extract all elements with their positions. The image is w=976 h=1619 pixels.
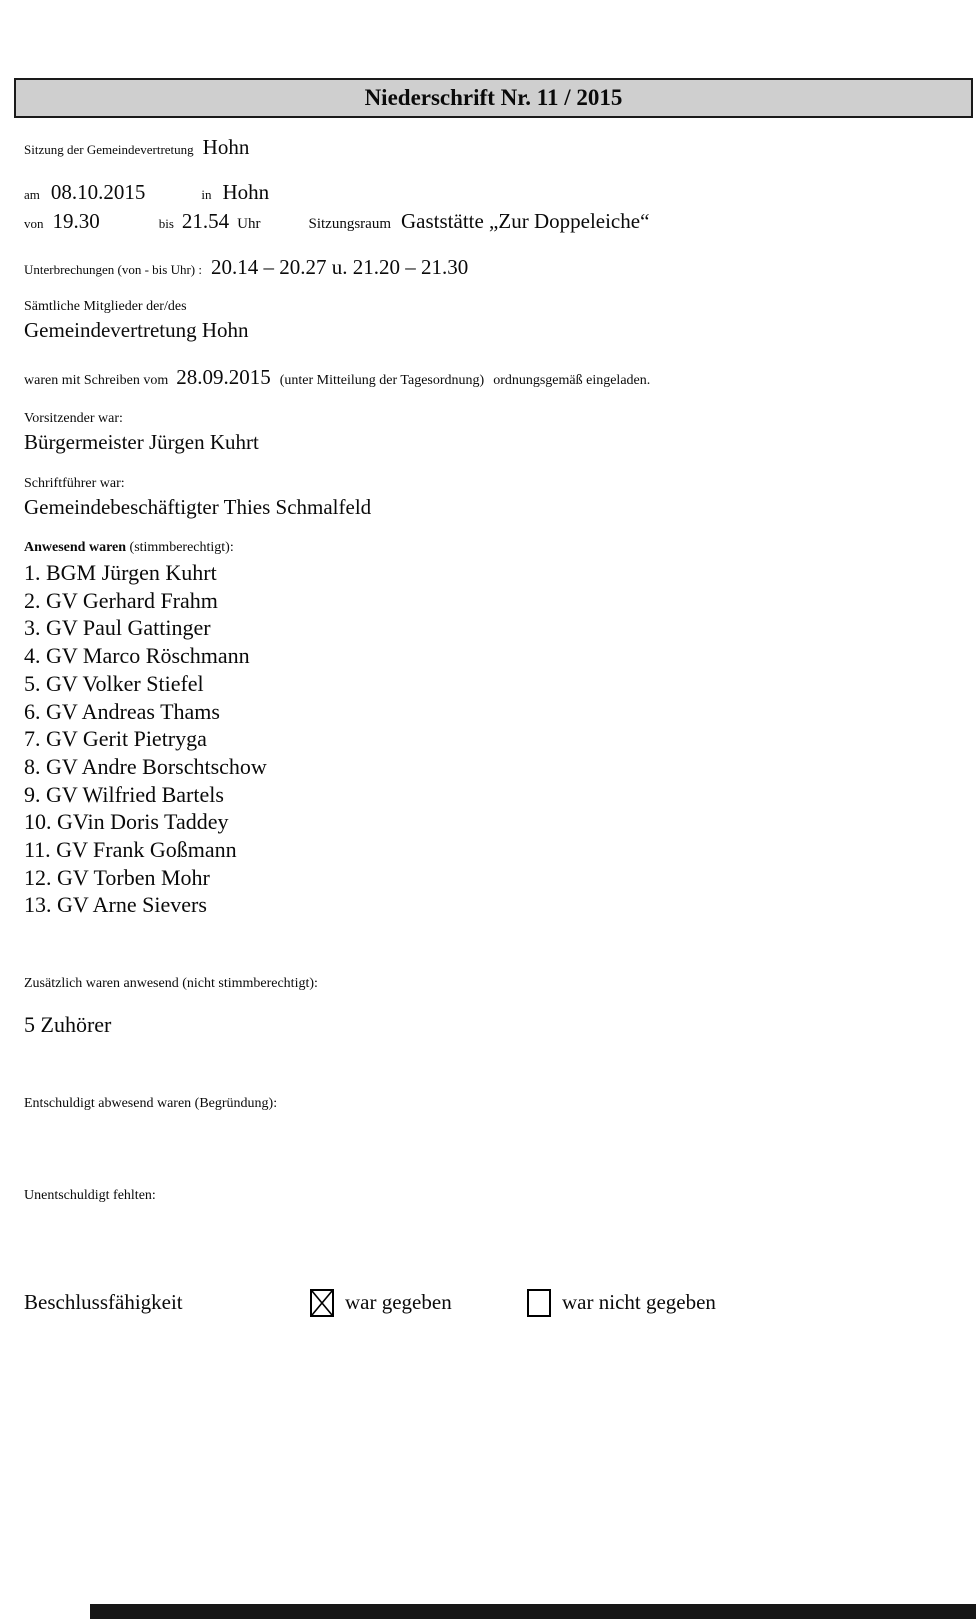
document-title: Niederschrift Nr. 11 / 2015	[364, 85, 623, 110]
letter-label: waren mit Schreiben vom	[24, 373, 169, 388]
meeting-date: 08.10.2015	[50, 180, 146, 204]
attendee-item: 8. GV Andre Borschtschow	[24, 753, 267, 779]
interruptions-value: 20.14 – 20.27 u. 21.20 – 21.30	[210, 255, 469, 279]
additional-value: 5 Zuhörer	[24, 1012, 112, 1037]
interruptions-row	[24, 255, 468, 280]
checkbox-cross-icon	[312, 1291, 332, 1315]
am-label: am	[24, 187, 40, 202]
attendee-item: 11. GV Frank Goßmann	[24, 837, 237, 863]
quorum-not-given-label: war nicht gegeben	[562, 1290, 716, 1314]
secretary-label: Schriftführer war:	[24, 476, 125, 491]
attendee-item: 2. GV Gerhard Frahm	[24, 587, 218, 613]
invitation-letter-row	[24, 365, 650, 390]
invited-body: Gemeindevertretung Hohn	[24, 318, 249, 342]
attendee-item: 12. GV Torben Mohr	[24, 864, 210, 890]
excused-label: Entschuldigt abwesend waren (Begründung):	[24, 1096, 278, 1111]
meeting-place: Hohn	[222, 180, 270, 204]
attendee-item: 1. BGM Jürgen Kuhrt	[24, 560, 217, 585]
von-label: von	[24, 216, 44, 231]
room-value: Gaststätte „Zur Doppeleiche“	[401, 209, 650, 233]
attendees-heading-rest: (stimmberechtigt):	[126, 540, 234, 555]
chair-label: Vorsitzender war:	[24, 411, 123, 426]
quorum-label: Beschlussfähigkeit	[24, 1290, 183, 1314]
quorum-given-checkbox[interactable]	[310, 1289, 334, 1317]
in-label: in	[201, 187, 212, 202]
attendee-item: 10. GVin Doris Taddey	[24, 809, 229, 835]
bis-label: bis	[158, 216, 174, 231]
members-label: Sämtliche Mitglieder der/des	[24, 299, 187, 314]
attendee-item: 6. GV Andreas Thams	[24, 698, 220, 724]
uhr-label: Uhr	[237, 216, 261, 232]
time-room-row	[24, 209, 649, 234]
date-row	[24, 180, 269, 205]
session-label: Sitzung der Gemeindevertretung	[24, 142, 194, 157]
letter-end: ordnungsgemäß eingeladen.	[493, 373, 651, 388]
attendees-heading-bold: Anwesend waren	[24, 540, 127, 555]
attendee-item: 13. GV Arne Sievers	[24, 892, 207, 918]
attendee-item: 4. GV Marco Röschmann	[24, 643, 250, 669]
attendee-list	[24, 559, 267, 919]
end-time: 21.54	[181, 209, 230, 233]
room-label: Sitzungsraum	[308, 216, 391, 232]
chair-value: Bürgermeister Jürgen Kuhrt	[24, 430, 259, 454]
quorum-row	[24, 1289, 954, 1321]
document-title-bar	[14, 78, 973, 118]
attendee-item: 7. GV Gerit Pietryga	[24, 726, 207, 752]
secretary-value: Gemeindebeschäftigter Thies Schmalfeld	[24, 495, 372, 519]
quorum-not-given-checkbox[interactable]	[527, 1289, 551, 1317]
session-row	[24, 135, 249, 160]
letter-date: 28.09.2015	[176, 365, 271, 389]
quorum-given-label: war gegeben	[345, 1290, 452, 1314]
attendee-item: 3. GV Paul Gattinger	[24, 615, 211, 641]
session-value: Hohn	[202, 135, 250, 159]
start-time: 19.30	[52, 209, 100, 233]
additional-label: Zusätzlich waren anwesend (nicht stimmberechtigt):	[24, 976, 318, 991]
unexcused-label: Unentschuldigt fehlten:	[24, 1188, 156, 1203]
next-section-bar-edge	[90, 1604, 976, 1619]
attendee-item: 5. GV Volker Stiefel	[24, 670, 204, 696]
letter-mid: (unter Mitteilung der Tagesordnung)	[279, 373, 485, 388]
attendee-item: 9. GV Wilfried Bartels	[24, 781, 224, 807]
interruptions-label: Unterbrechungen (von - bis Uhr) :	[24, 262, 202, 277]
attendees-heading	[24, 540, 234, 556]
